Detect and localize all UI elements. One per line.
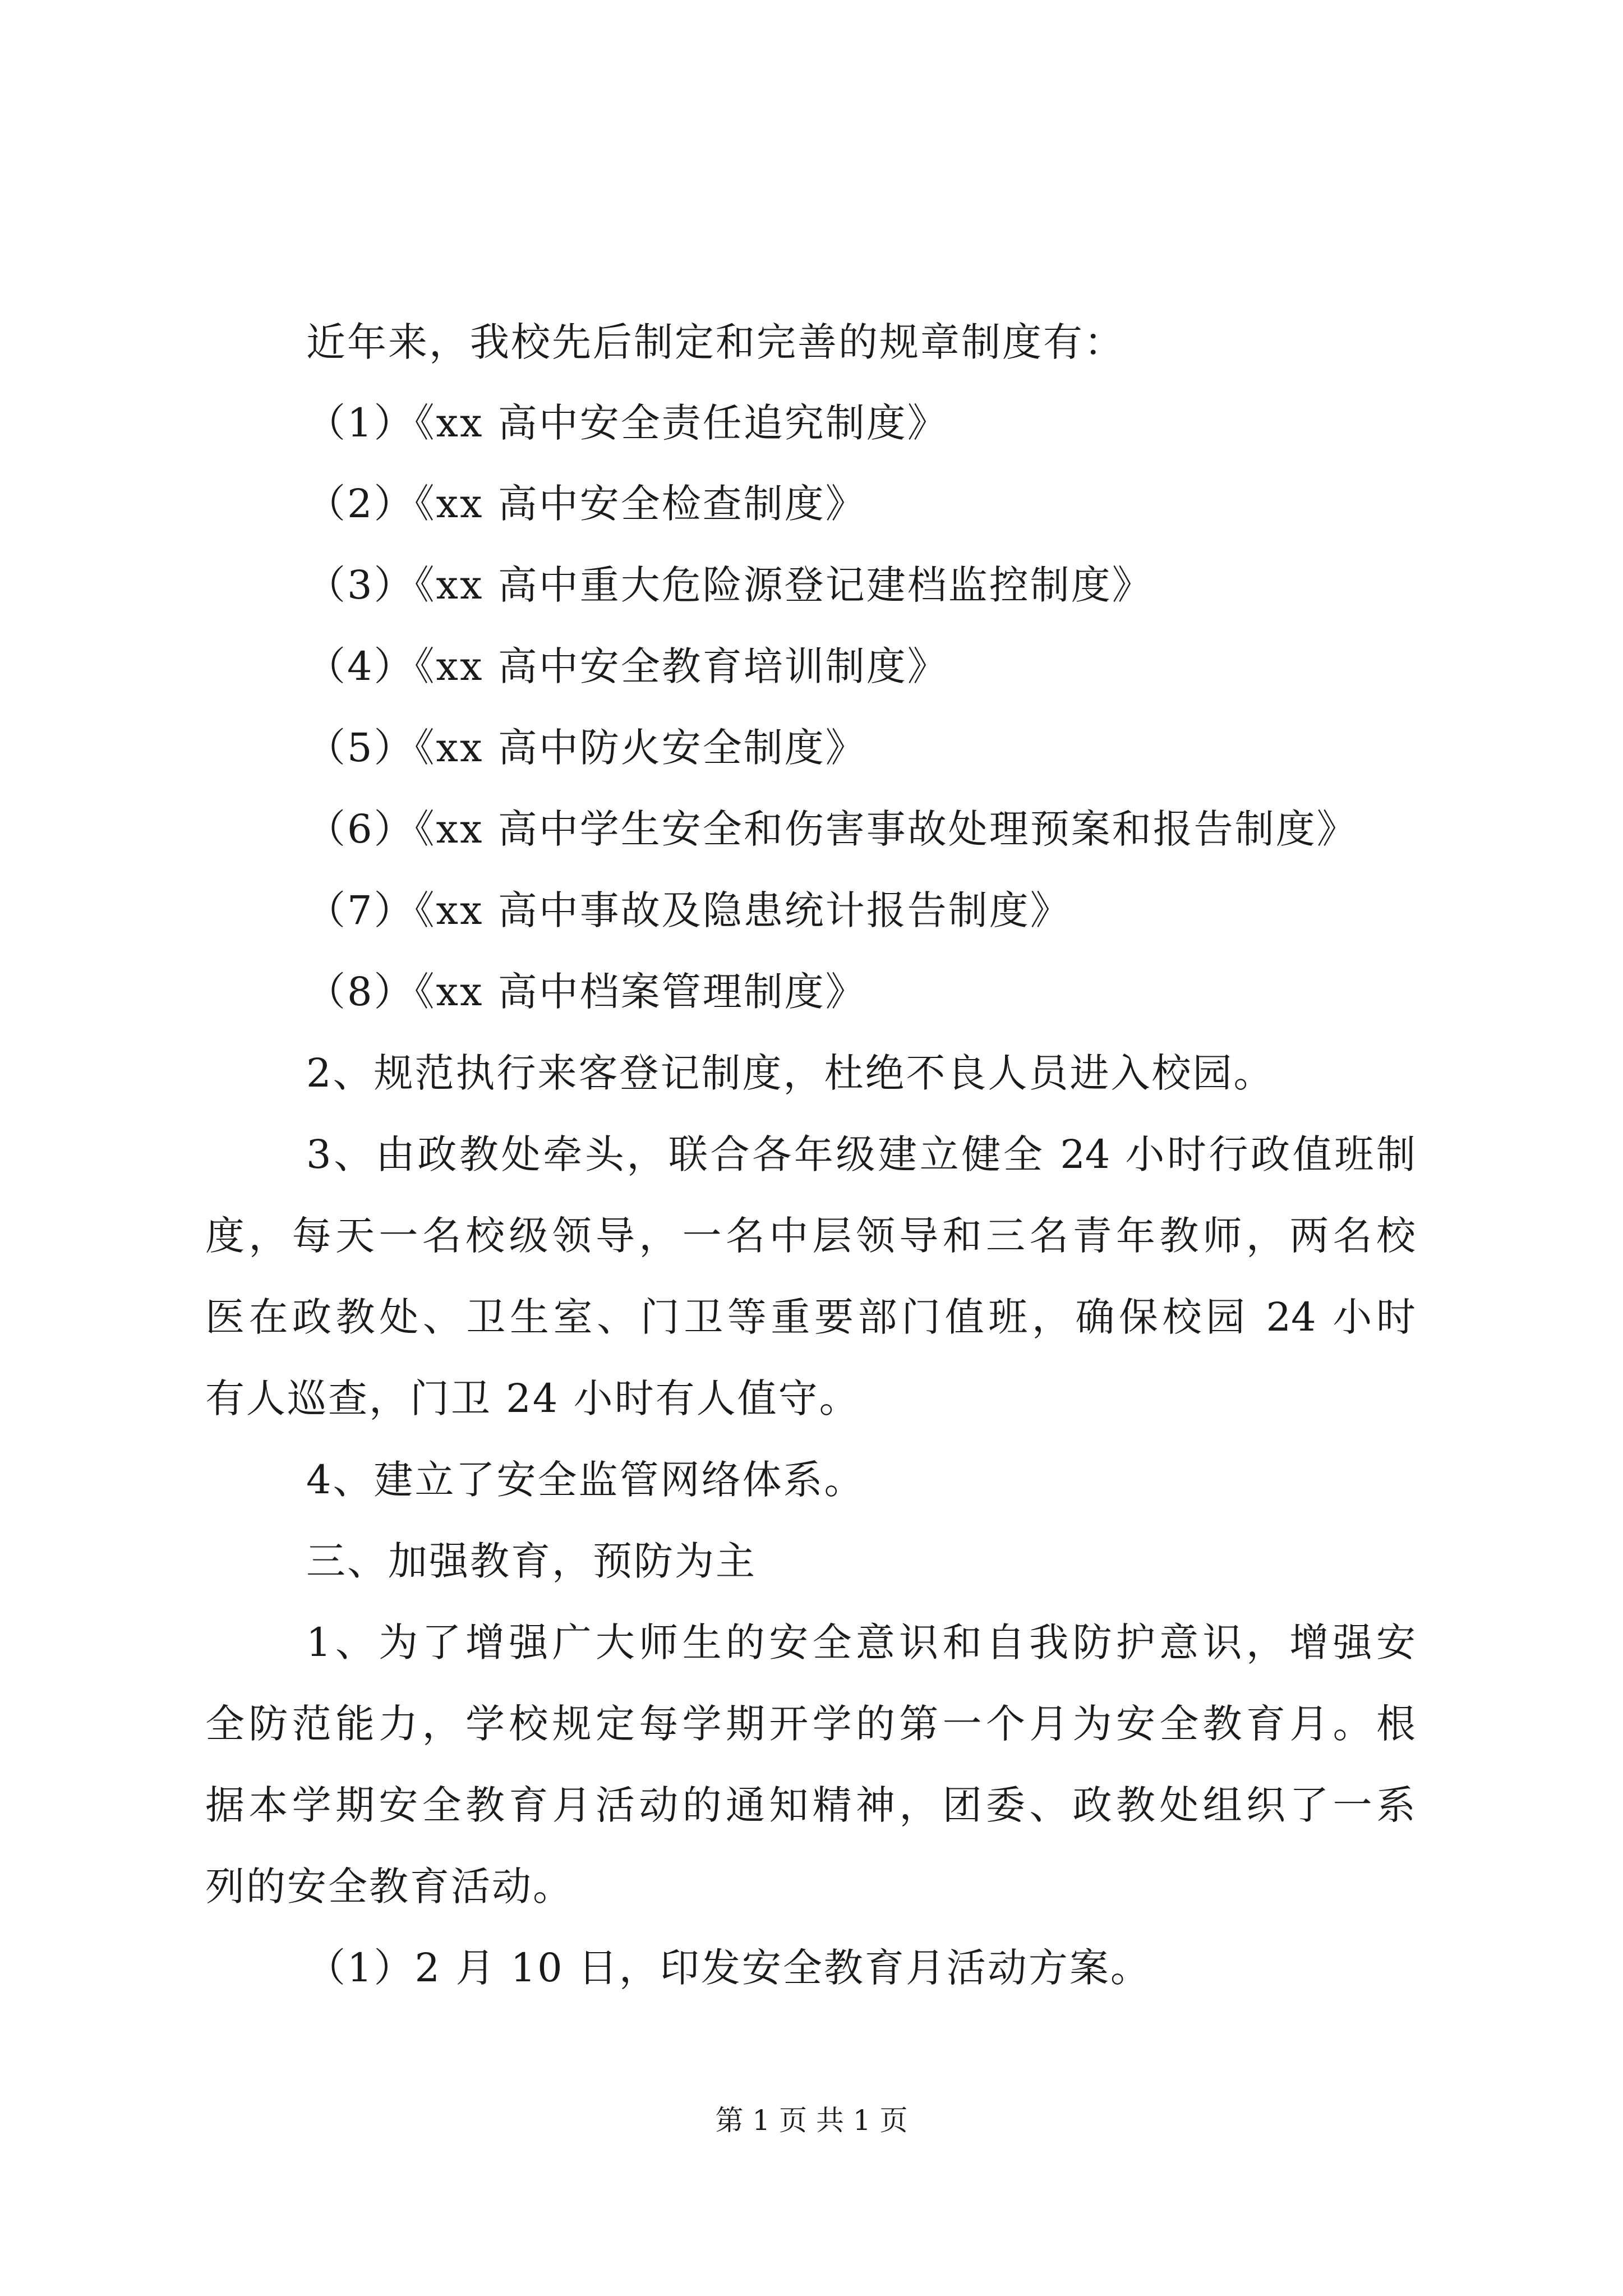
paragraph-education-line-4: 列的安全教育活动。 bbox=[205, 1864, 574, 1910]
paragraph-duty-line-1: 3、由政教处牵头，联合各年级建立健全 24 小时行政值班制 bbox=[306, 1131, 1415, 1177]
page-footer: 第 1 页 共 1 页 bbox=[715, 2104, 908, 2137]
regulation-item-4: （4）《xx 高中安全教育培训制度》 bbox=[306, 643, 948, 689]
regulation-item-3: （3）《xx 高中重大危险源登记建档监控制度》 bbox=[306, 562, 1153, 608]
paragraph-duty-line-2: 度，每天一名校级领导，一名中层领导和三名青年教师，两名校 bbox=[205, 1213, 1415, 1259]
paragraph-education-line-3: 据本学期安全教育月活动的通知精神，团委、政教处组织了一系 bbox=[205, 1782, 1415, 1828]
paragraph-duty-line-3: 医在政教处、卫生室、门卫等重要部门值班，确保校园 24 小时 bbox=[205, 1294, 1415, 1340]
regulation-item-1: （1）《xx 高中安全责任追究制度》 bbox=[306, 400, 948, 446]
paragraph-supervision-network: 4、建立了安全监管网络体系。 bbox=[306, 1457, 865, 1503]
paragraph-visitor-registration: 2、规范执行来客登记制度，杜绝不良人员进入校园。 bbox=[306, 1050, 1275, 1096]
activity-item-1: （1）2 月 10 日，印发安全教育月活动方案。 bbox=[306, 1945, 1151, 1991]
paragraph-intro: 近年来，我校先后制定和完善的规章制度有： bbox=[306, 319, 1125, 365]
regulation-item-6: （6）《xx 高中学生安全和伤害事故处理预案和报告制度》 bbox=[306, 806, 1358, 852]
section-heading-education: 三、加强教育，预防为主 bbox=[306, 1538, 757, 1584]
regulation-item-8: （8）《xx 高中档案管理制度》 bbox=[306, 969, 866, 1015]
regulation-item-5: （5）《xx 高中防火安全制度》 bbox=[306, 725, 866, 771]
paragraph-duty-line-4: 有人巡查，门卫 24 小时有人值守。 bbox=[205, 1375, 860, 1421]
paragraph-education-line-2: 全防范能力，学校规定每学期开学的第一个月为安全教育月。根 bbox=[205, 1701, 1415, 1747]
regulation-item-2: （2）《xx 高中安全检查制度》 bbox=[306, 481, 866, 527]
regulation-item-7: （7）《xx 高中事故及隐患统计报告制度》 bbox=[306, 887, 1071, 933]
paragraph-education-line-1: 1、为了增强广大师生的安全意识和自我防护意识，增强安 bbox=[306, 1619, 1415, 1665]
